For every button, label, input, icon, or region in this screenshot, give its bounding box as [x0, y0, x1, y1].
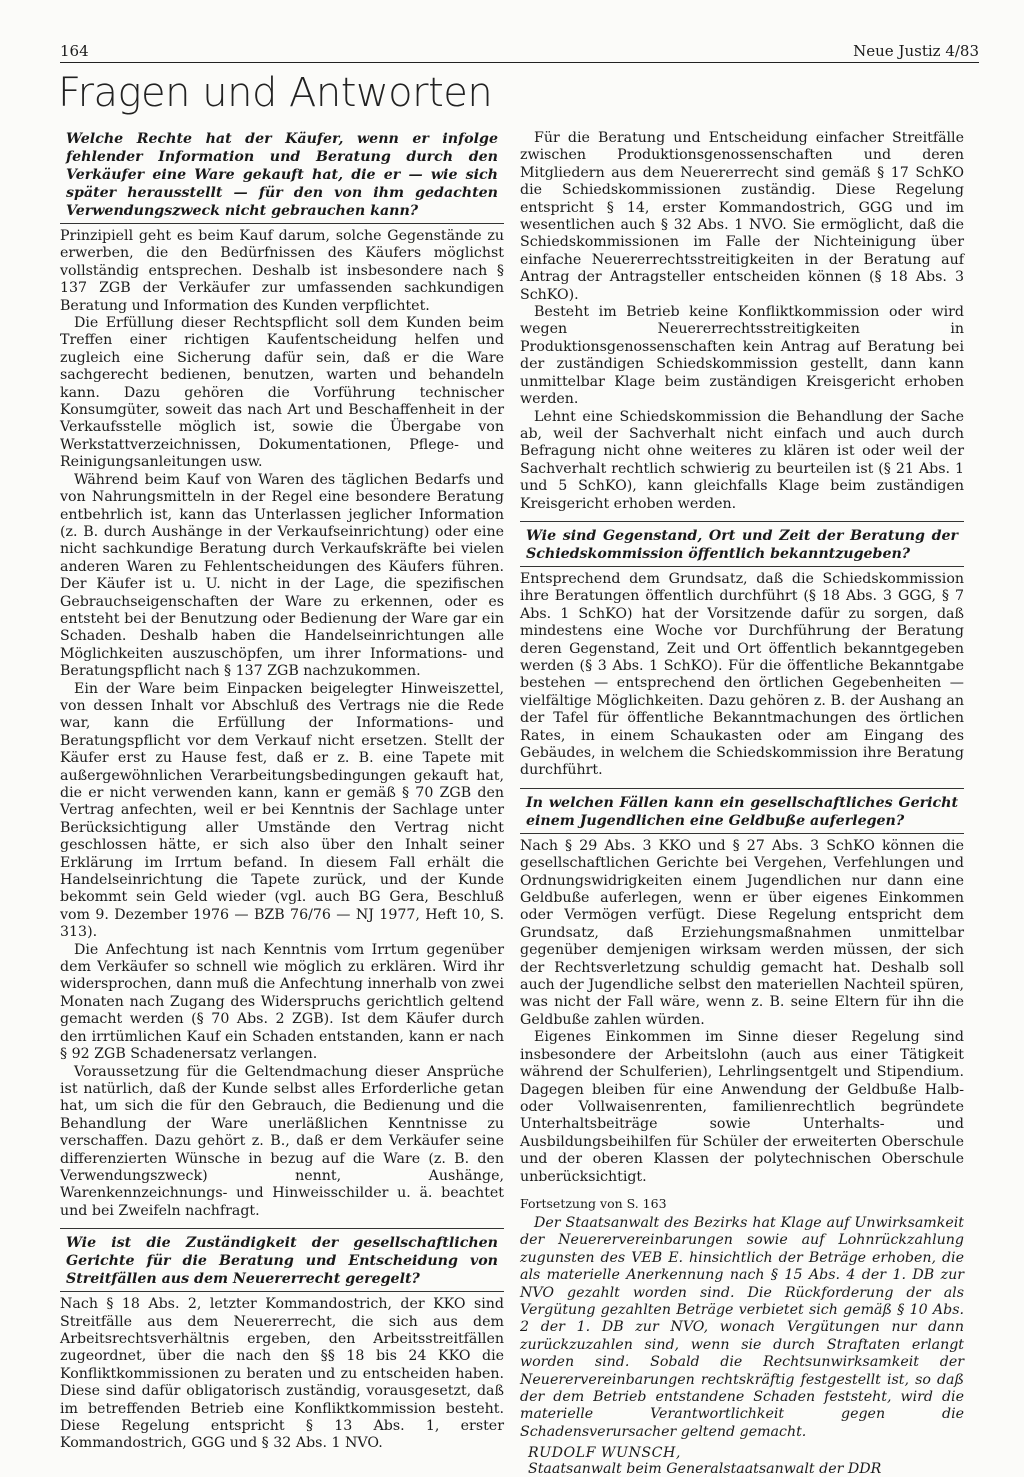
paragraph: Nach § 18 Abs. 2, letzter Kommandostrich, der KKO sind Streitfälle aus dem Neuererrecht, die sich aus dem Arbeitsrechtsverhältnis ergeben, den Arbeitsstreitfällen zugeordnet, über die nach den §§ 18 bis 24 KKO die Konfliktkommissionen zu beraten und zu entscheiden haben. Diese sind dafür obligatorisch zuständig, vorausgesetzt, daß im betreffenden Betrieb eine Konfliktkommission besteht. Diese Regelung entspricht § 13 Abs. 1, erster Kommandostrich, GGG und § 32 Abs. 1 NVO.: [60, 1296, 504, 1452]
question-3: Wie sind Gegenstand, Ort und Zeit der Beratung der Schiedskommission öffentlich bekanntzugeben?: [520, 521, 964, 567]
paragraph: Prinzipiell geht es beim Kauf darum, solche Gegenstände zu erwerben, die den Bedürfnissen des Käufers möglichst vollständig entsprechen. Deshalb ist insbesondere nach § 137 ZGB der Verkäufer zur umfassenden sachkundigen Beratung und Information des Kunden verpflichtet.: [60, 228, 504, 314]
question-2: Wie ist die Zuständigkeit der gesellschaftlichen Gerichte für die Beratung und Entscheidung von Streitfällen aus dem Neuererrecht geregelt?: [60, 1228, 504, 1292]
paragraph: Entsprechend dem Grundsatz, daß die Schiedskommission ihre Beratungen öffentlich durchführt (§ 18 Abs. 3 GGG, § 7 Abs. 1 SchKO) hat der Vorsitzende dafür zu sorgen, daß mindestens eine Woche vor Durchführung der Beratung deren Gegenstand, Zeit und Ort öffentlich bekanntgegeben werden (§ 3 Abs. 1 SchKO). Für die öffentliche Bekanntgabe bestehen — entsprechend den örtlichen Gegebenheiten — vielfältige Möglichkeiten. Dazu gehören z. B. der Aushang an der Tafel für öffentliche Bekanntmachungen des örtlichen Rates, in einem Schaukasten oder am Eingang des Gebäudes, in welchem die Schiedskommission ihre Beratung durchführt.: [520, 570, 964, 779]
paragraph: Die Erfüllung dieser Rechtspflicht soll dem Kunden beim Treffen einer richtigen Kaufentscheidung helfen und zugleich eine Sicherung dafür sein, daß er die Ware sachgerecht bedienen, benutzen, warten und behandeln kann. Dazu gehören die Vorführung technischer Konsumgüter, soweit das nach Art und Beschaffenheit in der Verkaufsstelle möglich ist, sowie die Übergabe von Werkstattverzeichnissen, Dokumentationen, Pflege- und Reinigungsanleitungen usw.: [60, 315, 504, 471]
paragraph: Eigenes Einkommen im Sinne dieser Regelung sind insbesondere der Arbeitslohn (auch aus einer Tätigkeit während der Schulferien), Lehrlingsentgelt und Stipendium. Dagegen bleiben für eine Anwendung der Geldbuße Halb- oder Vollwaisenrenten, familienrechtlich begründete Unterhaltsbeiträge sowie Unterhalts- und Ausbildungsbeihilfen für Schüler der erweiterten Oberschule und der oberen Klassen der polytechnischen Oberschule unberücksichtigt.: [520, 1029, 964, 1185]
paragraph: Ein der Ware beim Einpacken beigelegter Hinweiszettel, von dessen Inhalt vor Abschluß des Vertrags nie die Rede war, kann die Erfüllung der Informations- und Beratungspflicht vor dem Verkauf nicht ersetzen. Stellt der Käufer erst zu Hause fest, daß er z. B. eine Tapete mit außergewöhnlichen Verarbeitungsbedingungen gekauft hat, die er nicht verwenden kann, kann er gemäß § 70 ZGB den Vertrag anfechten, weil er bei Kenntnis der Sachlage unter Berücksichtigung aller Umstände den Vertrag nicht geschlossen hätte, er sich also über den Inhalt seiner Erklärung im Irrtum befand. In diesem Fall erhält die Handelseinrichtung die Tapete zurück, und der Kunde bekommt sein Geld wieder (vgl. auch BG Gera, Beschluß vom 9. Dezember 1976 — BZB 76/76 — NJ 1977, Heft 10, S. 313).: [60, 680, 504, 941]
paragraph: Lehnt eine Schiedskommission die Behandlung der Sache ab, weil der Sachverhalt nicht einfach und auch durch Befragung nicht ohne weiteres zu klären ist oder weil der Sachverhalt rechtlich schwierig zu beurteilen ist (§ 21 Abs. 1 und 5 SchKO), kann gleichfalls Klage beim zuständigen Kreisgericht erhoben werden.: [520, 408, 964, 512]
answer-2-continued: [520, 130, 964, 513]
right-column: [520, 130, 964, 1477]
question-1: Welche Rechte hat der Käufer, wenn er infolge fehlender Information und Beratung durch den Verkäufer eine Ware gekauft hat, die er — wie sich später herausstellt — für den von ihm gedachten Verwendungszweck nicht gebrauchen kann?: [60, 130, 504, 224]
journal-issue: Neue Justiz 4/83: [853, 42, 979, 60]
left-column: [60, 130, 504, 1453]
paragraph: Besteht im Betrieb keine Konfliktkommission oder wird wegen Neuererrechtsstreitigkeiten in Produktionsgenossenschaften kein Antrag auf Beratung bei der zuständigen Schiedskommission gestellt, dann kann unmittelbar Klage beim zuständigen Kreisgericht erhoben werden.: [520, 304, 964, 408]
continuation-label: Fortsetzung von S. 163: [520, 1195, 667, 1211]
question-4: In welchen Fällen kann ein gesellschaftliches Gericht einem Jugendlichen eine Geldbuße auferlegen?: [520, 788, 964, 834]
answer-2: [60, 1296, 504, 1453]
page-number: 164: [60, 42, 89, 60]
signature-role: Staatsanwalt beim Generalstaatsanwalt der DDR: [528, 1461, 882, 1477]
paragraph: Für die Beratung und Entscheidung einfacher Streitfälle zwischen Produktionsgenossenschaften und deren Mitgliedern aus dem Neuererrecht sind gemäß § 17 SchKO die Schiedskommissionen zuständig. Diese Regelung entspricht § 14, erster Kommandostrich, GGG und im wesentlichen auch § 32 Abs. 1 NVO. Sie ermöglicht, daß die Schiedskommissionen im Falle der Nichteinigung über einfache Neuererrechtsstreitigkeiten in der Beratung auf Antrag der Antragsteller entscheiden können (§ 18 Abs. 3 SchKO).: [520, 130, 964, 303]
answer-4: [520, 838, 964, 1186]
page-header: [60, 40, 979, 63]
paragraph: Voraussetzung für die Geltendmachung dieser Ansprüche ist natürlich, daß der Kunde selbst alles Erforderliche getan hat, um sich die für den Gebrauch, die Bedienung und die Behandlung der Ware unerläßlichen Kenntnisse zu verschaffen. Dazu gehört z. B., daß er dem Verkäufer seine differenzierten Wünsche in bezug auf die Ware (z. B. den Verwendungszweck) nennt, Aushänge, Warenkennzeichnungs- und Hinweisschilder u. ä. beachtet und bei Zweifeln nachfragt.: [60, 1063, 504, 1219]
answer-1: [60, 228, 504, 1220]
section-title: Fragen und Antworten: [58, 70, 493, 116]
paragraph: Nach § 29 Abs. 3 KKO und § 27 Abs. 3 SchKO können die gesellschaftlichen Gerichte bei Vergehen, Verfehlungen und Ordnungswidrigkeiten einem Jugendlichen nur dann eine Geldbuße auferlegen, wenn er über eigenes Einkommen oder Vermögen verfügt. Diese Regelung entspricht dem Grundsatz, daß Erziehungsmaßnahmen unmittelbar gegenüber demjenigen wirksam werden müssen, der sich der Rechtsverletzung schuldig gemacht hat. Deshalb soll auch der Jugendliche selbst den materiellen Nachteil spüren, was nicht der Fall wäre, wenn z. B. seine Eltern für ihn die Geldbuße zahlen würden.: [520, 837, 964, 1028]
signature-name: RUDOLF WUNSCH,: [528, 1445, 681, 1462]
paragraph: Während beim Kauf von Waren des täglichen Bedarfs und von Nahrungsmitteln in der Regel eine besondere Beratung entbehrlich ist, kann das Unterlassen jeglicher Information (z. B. durch Aushänge in der Verkaufseinrichtung) oder eine nicht sachkundige Beratung durch Verkaufskräfte bei vielen anderen Waren zu Fehlentscheidungen des Käufers führen. Der Käufer ist u. U. nicht in der Lage, die spezifischen Gebrauchseigenschaften der Ware zu erkennen, oder es entsteht bei der Benutzung oder Bedienung der Ware gar ein Schaden. Deshalb haben die Handelseinrichtungen alle Möglichkeiten auszuschöpfen, um ihrer Informations- und Beratungspflicht nach § 137 ZGB nachzukommen.: [60, 471, 504, 680]
paragraph: Die Anfechtung ist nach Kenntnis vom Irrtum gegenüber dem Verkäufer so schnell wie möglich zu erklären. Wird ihr widersprochen, dann muß die Anfechtung innerhalb von zwei Monaten nach Zugang des Widerspruchs gerichtlich geltend gemacht werden (§ 70 Abs. 2 ZGB). Ist dem Käufer durch den irrtümlichen Kauf ein Schaden entstanden, kann er nach § 92 ZGB Schadenersatz verlangen.: [60, 941, 504, 1063]
answer-3: [520, 571, 964, 780]
continuation-text: Der Staatsanwalt des Bezirks hat Klage auf Unwirksamkeit der Neuerervereinbarungen sowie auf Lohnrückzahlung zugunsten des VEB E. hinsichtlich der Beträge erhoben, die als materielle Anerkennung nach § 15 Abs. 4 der 1. DB zur NVO gezahlt worden sind. Die Rückforderung der als Vergütung gezahlten Beträge verbietet sich gemäß § 10 Abs. 2 der 1. DB zur NVO, wonach Vergütungen nur dann zurückzuzahlen sind, wenn sie durch Straftaten erlangt worden sind. Sobald die Rechtsunwirksamkeit der Neuerervereinbarungen rechtskräftig festgestellt ist, so daß der dem Betrieb entstandene Schaden feststeht, wird die materielle Verantwortlichkeit gegen die Schadensverursacher geltend gemacht.: [520, 1214, 964, 1440]
